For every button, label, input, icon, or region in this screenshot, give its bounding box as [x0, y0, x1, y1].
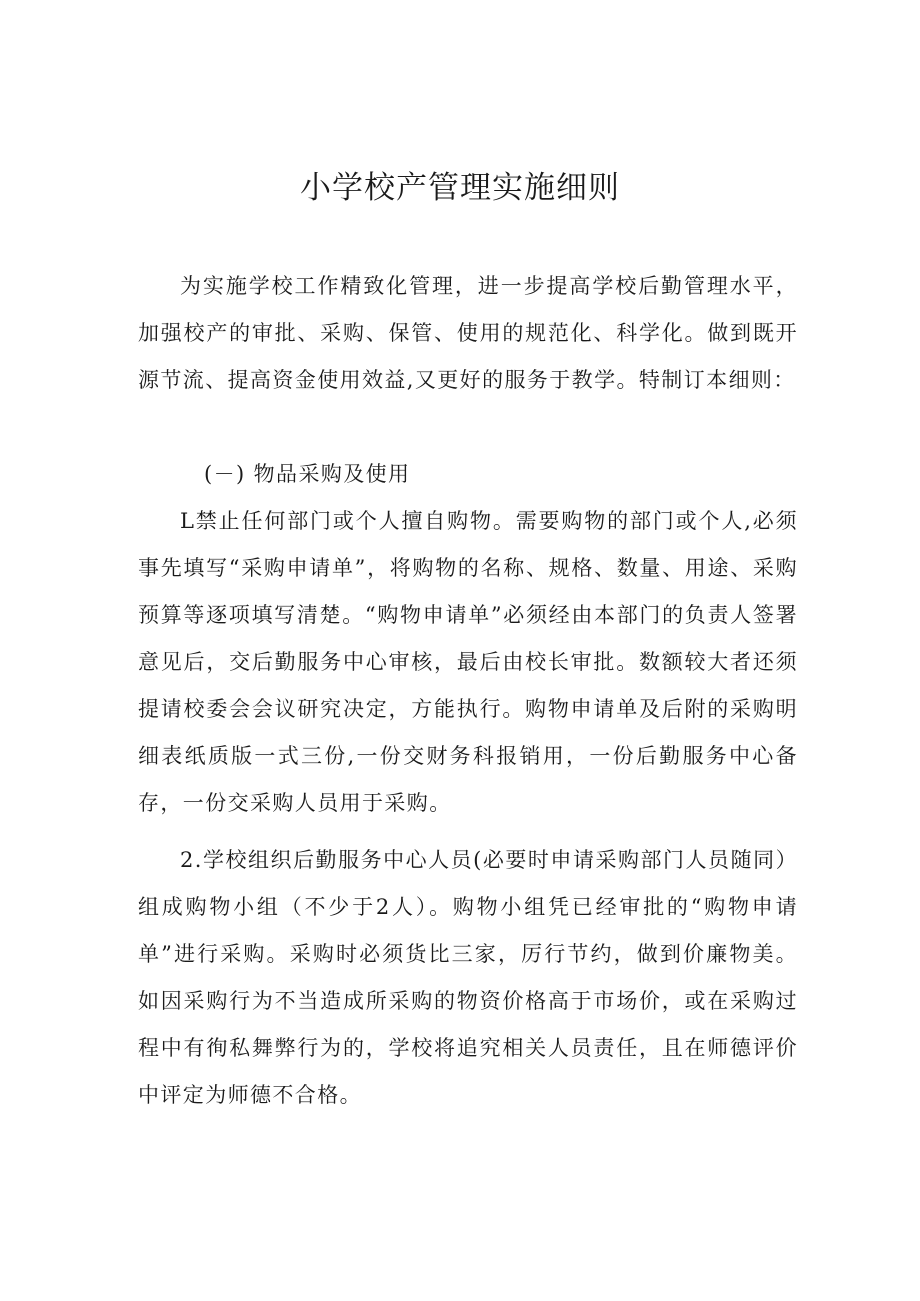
item-2-paragraph: 2.学校组织后勤服务中心人员(必要时申请采购部门人员随同）组成购物小组（不少于2人）。购物小组凭已经审批的“购物申请单”进行采购。采购时必须货比三家，厉行节约，做到价廉物美。如因采购行为不当造成所采购的物资价格高于市场价，或在采购过程中有徇私舞弊行为的，学校将追究相关人员责任，且在师德评价中评定为师德不合格。 — [138, 848, 798, 1107]
item-1-paragraph: L禁止任何部门或个人擅自购物。需要购物的部门或个人,必须事先填写“采购申请单”，将购物的名称、规格、数量、用途、采购预算等逐项填写清楚。“购物申请单”必须经由本部门的负责人签署意见后，交后勤服务中心审核，最后由校长审批。数额较大者还须提请校委会会议研究决定，方能执行。购物申请单及后附的采购明细表纸质版一式三份,一份交财务科报销用，一份后勤服务中心备存，一份交采购人员用于采购。 — [138, 509, 798, 815]
section-heading: (－) 物品采购及使用 — [204, 462, 411, 486]
intro-paragraph: 为实施学校工作精致化管理，进一步提高学校后勤管理水平，加强校产的审批、采购、保管、使用的规范化、科学化。做到既开源节流、提高资金使用效益,又更好的服务于教学。特制订本细则： — [138, 274, 798, 392]
document-title: 小学校产管理实施细则 — [300, 170, 620, 206]
